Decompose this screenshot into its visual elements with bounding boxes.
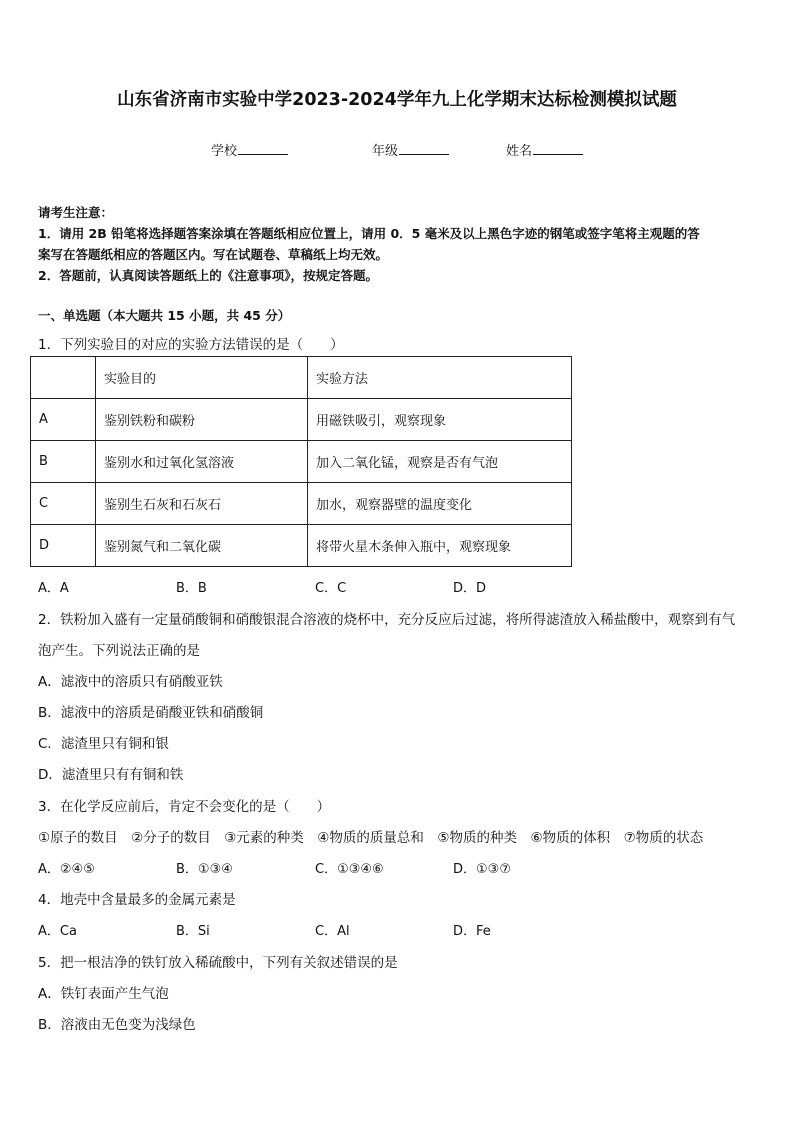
option-b: B．溶液由无色变为浅绿色	[38, 1017, 196, 1033]
question-3-stem: 3．在化学反应前后，肯定不会变化的是（ ）	[38, 799, 331, 815]
table-cell: 鉴别铁粉和碳粉	[96, 399, 308, 441]
option-d: D．D	[453, 581, 487, 596]
option-b: B．滤液中的溶质是硝酸亚铁和硝酸铜	[38, 705, 264, 721]
name-blank	[533, 142, 583, 155]
option-a: A．②④⑤	[38, 862, 95, 877]
table-cell: 实验方法	[308, 357, 572, 399]
question-3-items: ①原子的数目 ②分子的数目 ③元素的种类 ④物质的质量总和 ⑤物质的种类 ⑥物质的体积 ⑦物质的状态	[38, 830, 704, 846]
table-row	[31, 525, 572, 567]
notice-line: 案写在答题纸相应的答题区内。写在试题卷、草稿纸上均无效。	[38, 247, 389, 262]
question-2-stem: 泡产生。下列说法正确的是	[38, 643, 200, 659]
option-c: C．C	[315, 581, 347, 596]
table-cell: 实验目的	[96, 357, 308, 399]
table-cell: B	[31, 441, 96, 483]
option-d: D．①③⑦	[453, 862, 511, 877]
option-a: A．A	[38, 581, 69, 596]
option-a: A．铁钉表面产生气泡	[38, 986, 169, 1002]
school-blank	[238, 142, 288, 155]
option-c: C．Al	[315, 924, 350, 939]
table-cell: 鉴别生石灰和石灰石	[96, 483, 308, 525]
question-4-stem: 4．地壳中含量最多的金属元素是	[38, 892, 236, 908]
table-cell: 鉴别氮气和二氧化碳	[96, 525, 308, 567]
grade-field	[372, 140, 449, 159]
table-header-row	[31, 357, 572, 399]
exam-title: 山东省济南市实验中学2023-2024学年九上化学期末达标检测模拟试题	[117, 90, 677, 110]
grade-label: 年级	[372, 144, 399, 159]
notice-line: 2．答题前，认真阅读答题纸上的《注意事项》，按规定答题。	[38, 268, 378, 283]
option-b: B．①③④	[176, 862, 233, 877]
table-cell: 将带火星木条伸入瓶中，观察现象	[308, 525, 572, 567]
question-2-stem: 2．铁粉加入盛有一定量硝酸铜和硝酸银混合溶液的烧杯中，充分反应后过滤，将所得滤渣放入稀盐酸中，观察到有气	[38, 612, 736, 628]
name-label: 姓名	[506, 144, 533, 159]
grade-blank	[399, 142, 449, 155]
section-heading: 一、单选题（本大题共 15 小题，共 45 分）	[38, 308, 291, 323]
table-cell: 鉴别水和过氧化氢溶液	[96, 441, 308, 483]
option-c: C．①③④⑥	[315, 862, 384, 877]
table-cell: D	[31, 525, 96, 567]
question-5-stem: 5．把一根洁净的铁钉放入稀硫酸中，下列有关叙述错误的是	[38, 955, 398, 971]
table-row	[31, 399, 572, 441]
question-1-stem: 1．下列实验目的对应的实验方法错误的是（ ）	[38, 337, 344, 353]
option-d: D．滤渣里只有有铜和铁	[38, 767, 184, 783]
school-label: 学校	[211, 144, 238, 159]
option-b: B．Si	[176, 924, 210, 939]
school-field	[211, 140, 288, 159]
option-a: A．滤液中的溶质只有硝酸亚铁	[38, 674, 223, 690]
question-1-table	[30, 356, 572, 567]
table-cell: A	[31, 399, 96, 441]
option-b: B．B	[176, 581, 207, 596]
table-row	[31, 483, 572, 525]
name-field	[506, 140, 583, 159]
notice-line: 1．请用 2B 铅笔将选择题答案涂填在答题纸相应位置上，请用 0．5 毫米及以上黑色字迹的钢笔或签字笔将主观题的答	[38, 226, 700, 241]
table-row	[31, 441, 572, 483]
table-cell: 加水，观察器壁的温度变化	[308, 483, 572, 525]
option-a: A．Ca	[38, 924, 77, 939]
table-cell: C	[31, 483, 96, 525]
table-cell	[31, 357, 96, 399]
notice-heading: 请考生注意：	[38, 205, 114, 220]
option-c: C．滤渣里只有铜和银	[38, 736, 169, 752]
table-cell: 加入二氧化锰，观察是否有气泡	[308, 441, 572, 483]
table-cell: 用磁铁吸引，观察现象	[308, 399, 572, 441]
option-d: D．Fe	[453, 924, 491, 939]
